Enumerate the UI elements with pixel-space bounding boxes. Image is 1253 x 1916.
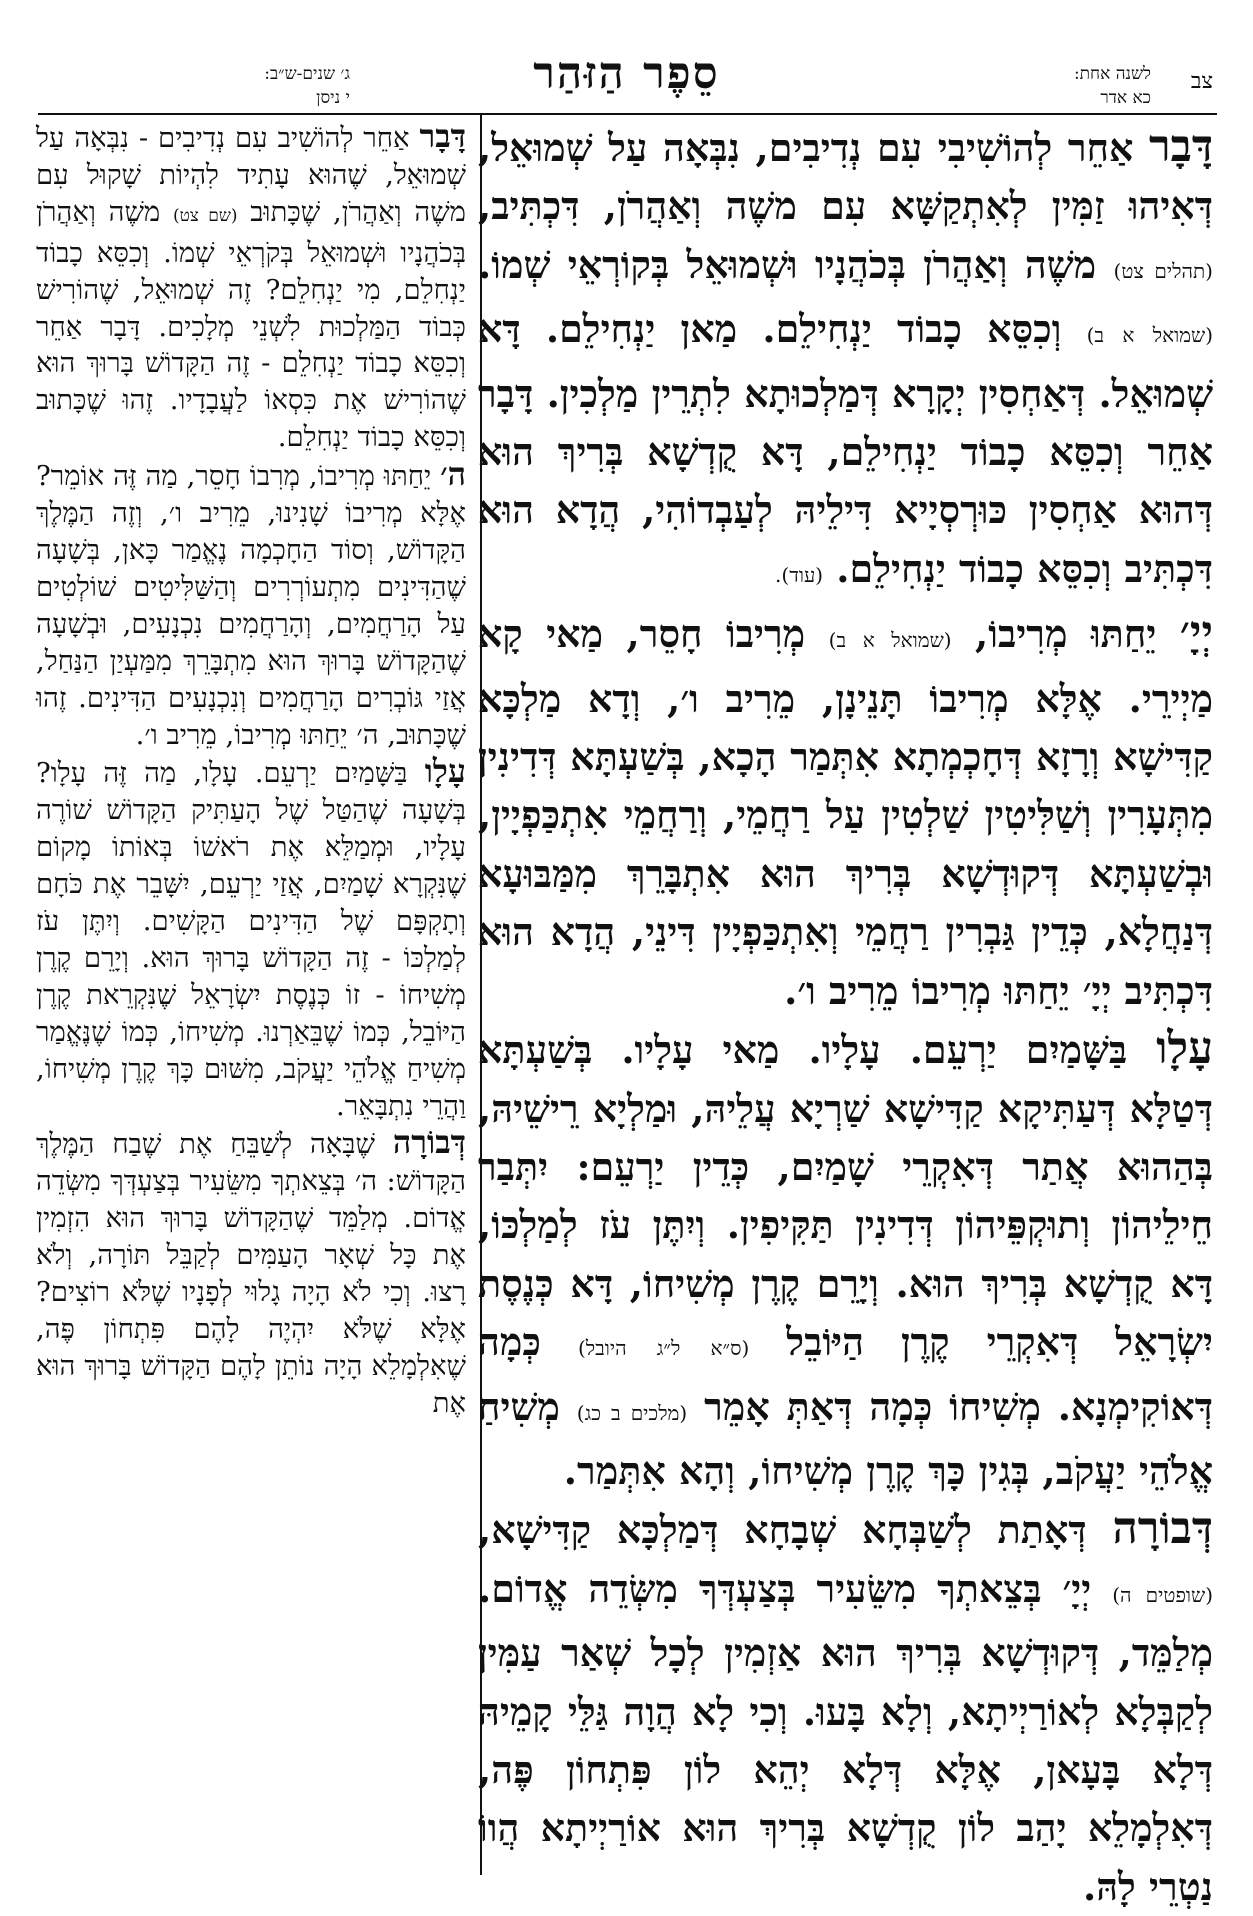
opening-word: דָּבָר — [419, 117, 466, 155]
opening-word: דְּבוֹרָה — [1112, 1503, 1213, 1555]
paragraph-text: אַחֵר לְהוֹשִׁיבִי עִם נְדִיבִים, נִבְּאָה עַל שְׁמוּאֵל, דְּאִיהוּ זַמִּין לְאִתְקַשָּׁא עִם משֶׁה וְאַהֲרֹן, דִּכְתִּיב, — [478, 125, 1213, 229]
book-title: סֵפֶר הַזּהַר — [533, 48, 720, 99]
paragraph-text: משֶׁה וְאַהֲרֹן בְּכֹהֲנָיו וּשְׁמוּאֵל בְּקוֹרְאֵי שְׁמוֹ. — [478, 241, 1114, 287]
header-left — [130, 62, 350, 110]
opening-word: דְּבוֹרָה — [392, 1123, 466, 1162]
cycle-label: ג׳ שנים-ש״ב: — [264, 64, 350, 84]
schedule-date: כא אדר — [1100, 88, 1151, 108]
side-paragraph-1 — [36, 118, 466, 456]
side-paragraph-4 — [36, 1124, 466, 1421]
schedule-label: לשנה אחת: — [1073, 64, 1151, 84]
main-paragraph-3 — [478, 1020, 1213, 1500]
opening-word: עָלָו — [1156, 1023, 1213, 1075]
paragraph-text: משֶׁה וְאַהֲרֹן בְּכֹהֲנָיו וּשְׁמוּאֵל בְּקֹרְאֵי שְׁמוֹ. וְכִסֵּא כָבוֹד יַנְחִלֵם, מִי יַנְחִלֵם? זֶה שְׁמוּאֵל, שֶׁהוֹרִישׁ כְּבוֹד הַמַּלְכוּת לִשְׁנֵי מְלָכִים. דָּבָר אַחֵר וְכִסֵּא כָבוֹד יַנְחִלֵם - זֶה הַקָּדוֹשׁ בָּרוּךְ הוּא שֶׁהוֹרִישׁ אֶת כִּסְאוֹ לַעֲבָדָיו. זֶהוּ שֶׁכָּתוּב וְכִסֵּא כָבוֹד יַנְחִלֵם. — [36, 195, 466, 454]
aramaic-column — [478, 118, 1213, 1916]
paragraph-text: יְיָ׳ בְּצֵאתְךָ מִשֵּׂעִיר בְּצַעְדְּךָ מִשְּׂדֵה אֱדוֹם. מְלַמֵּד, דְּקוּדְשָׁא בְּרִיךְ הוּא אַזְמִין לְכָל שְׁאַר עַמִּין לְקַבְּלָא לְאוֹרַיְיתָא, וְלָא בָּעוּ. וְכִי לָא הֲוָה גַּלֵּי קָמֵיהּ דְּלָא בָּעָאן, אֶלָּא דְּלָא יְהֵא לוֹן פִּתְחוֹן פֶּה, דְּאִלְמָלֵא יָהַב לוֹן קֻדְשָׁא בְּרִיךְ הוּא אוֹרַיְיתָא הֲווֹ נַטְרֵי לָהּ. — [478, 1565, 1213, 1909]
paragraph-text: בַּשָּׁמַיִם יַרְעֵם. עָלָיו. מַאי עָלָיו. בְּשַׁעְתָּא דְּטַלָּא דְּעַתִּיקָא קַדִּישָׁא שַׁרְיָא עֲלֵיהּ, וּמַלְיָא רֵישֵׁיהּ, בְּהַהוּא אֲתַר דְּאִקְרֵי שָׁמַיִם, כְּדֵין יַרְעֵם: יִתְּבַר חֵילֵיהוֹן וְתוּקְפֵּיהוֹן דְּדִינִין תַּקִּיפִין. וְיִתֶּן עֹז לְמַלְכּוֹ, דָּא קֻדְשָׁא בְּרִיךְ הוּא. וְיָרֵם קֶרֶן מְשִׁיחוֹ, דָּא כְּנֶסֶת יִשְׂרָאֵל דְּאִקְרֵי קֶרֶן הַיּוֹבֵל — [478, 1027, 1214, 1365]
cycle-date: י ניסן — [316, 88, 350, 108]
paragraph-text: כְּמָה דְּאוֹקִימְנָא. מְשִׁיחוֹ כְּמָה דְּאַתְּ אָמֵר — [478, 1319, 1213, 1429]
side-paragraph-2 — [36, 456, 466, 753]
paragraph-text: יֵחַתּוּ מְרִיבוֹ, מְרִבוֹ חָסֵר, מַה זֶּה אוֹמֵר? אֶלָּא מְרִיבוֹ שָׁנִינוּ, מֵרִיב ו׳, וְזֶה הַמֶּלֶךְ הַקָּדוֹשׁ, וְסוֹד הַחָכְמָה נֶאֱמַר כָּאן, בְּשָׁעָה שֶׁהַדִּינִים מִתְעוֹרְרִים וְהַשַּׁלִּיטִים שׁוֹלְטִים עַל הָרַחֲמִים, וְהָרַחֲמִים נִכְנָעִים, וּבְשָׁעָה שֶׁהַקָּדוֹשׁ בָּרוּךְ הוּא מִתְבָּרֵךְ מִמַּעְיַן הַנַּחַל, אֲזַי גּוֹבְרִים הָרַחֲמִים וְנִכְנָעִים הַדִּינִים. זֶהוּ שֶׁכָּתוּב, ה׳ יֵחַתּוּ מְרִיבוֹ, מֵרִיב ו׳. — [36, 460, 466, 751]
opening-word: יְיָ׳ — [1179, 607, 1214, 659]
paragraph-text: מְרִיבוֹ חָסֵר, מַאי קָא מַיְירֵי. אֶלָּא מְרִיבוֹ תָּנֵינָן, מֵרִיב ו׳, וְדָא מַלְכָּא קַדִּישָׁא וְרָזָא דְּחָכְמְתָא אִתְּמַר הָכָא, בְּשַׁעְתָּא דְּדִינִין מִתְּעָרִין וְשַׁלִּיטִין שַׁלְטִין עַל רַחֲמֵי, וְרַחֲמֵי אִתְכַּפְיָין, וּבְשַׁעְתָּא דְּקוּדְשָׁא בְּרִיךְ הוּא אִתְבָּרֵךְ מִמַּבּוּעָא דְּנַחֲלָא, כְּדֵין גַּבְרִין רַחֲמֵי וְאִתְכַּפְיָין דִּינֵי, הֲדָא הוּא דִּכְתִּיב יְיָ׳ יֵחַתּוּ מְרִיבוֹ מֵרִיב ו׳. — [478, 611, 1213, 1013]
verse-reference: (שם צט) — [173, 205, 238, 226]
paragraph-text: מְשִׁיחַ אֱלֹהֵי יַעֲקֹב, בְּגִין כָּךְ קֶרֶן מְשִׁיחוֹ, וְהָא אִתְּמַר. — [478, 1383, 1213, 1493]
opening-word: דָּבָר — [1149, 121, 1213, 172]
header-rule — [38, 113, 1217, 115]
verse-reference: (שופטים ה) — [1112, 1582, 1214, 1607]
paragraph-text: שֶׁבָּאָה לְשַׁבֵּחַ אֶת שֶׁבַח הַמֶּלֶךְ הַקָּדוֹשׁ: ה׳ בְּצֵאתְךָ מִשֵּׂעִיר בְּצַעְדְּךָ מִשְּׂדֵה אֱדוֹם. מְלַמֵּד שֶׁהַקָּדוֹשׁ בָּרוּךְ הוּא הִזְמִין אֶת כָּל שְׁאָר הָעַמִּים לְקַבֵּל תּוֹרָה, וְלֹא רָצוּ. וְכִי לֹא הָיָה גָלוּי לְפָנָיו שֶׁלֹּא רוֹצִים? אֶלָּא שֶׁלֹּא יִהְיֶה לָהֶם פִּתְחוֹן פֶּה, שֶׁאִלְמָלֵא הָיָה נוֹתֵן לָהֶם הַקָּדוֹשׁ בָּרוּךְ הוּא אֶת — [36, 1128, 466, 1419]
paragraph-text: יֵחַתּוּ מְרִיבוֹ, — [951, 611, 1180, 657]
page-number: צב — [1190, 69, 1213, 94]
main-paragraph-2 — [478, 604, 1213, 1020]
paragraph-text: בַּשָּׁמַיִם יַרְעֵם. עָלָו, מַה זֶּה עָלָו? בְּשָׁעָה שֶׁהַטַּל שֶׁל הָעַתִּיק הַקָּדוֹשׁ שׁוֹרֶה עָלָיו, וּמְמַלֵּא אֶת רֹאשׁוֹ בְּאוֹתוֹ מָקוֹם שֶׁנִּקְרָא שָׁמַיִם, אֲזַי יַרְעֵם, יִשָּׁבֵר אֶת כֹּחָם וְתָקְפָּם שֶׁל הַדִּינִים הַקָּשִׁים. וְיִתֶּן עֹז לְמַלְכּוֹ - זֶה הַקָּדוֹשׁ בָּרוּךְ הוּא. וְיָרֵם קֶרֶן מְשִׁיחוֹ - זוֹ כְּנֶסֶת יִשְׂרָאֵל שֶׁנִּקְרֵאת קֶרֶן הַיּוֹבֵל, כְּמוֹ שֶׁבֵּאַרְנוּ. מְשִׁיחוֹ, כְּמוֹ שֶׁנֶּאֱמַר מְשִׁיחַ אֱלֹהֵי יַעֲקֹב, מִשּׁוּם כָּךְ קֶרֶן מְשִׁיחוֹ, וַהֲרֵי נִתְבָּאֵר. — [36, 757, 466, 1122]
hebrew-translation-column — [36, 118, 466, 1422]
paragraph-text: וְכִסֵּא כָבוֹד יַנְחִילֵם. מַאן יַנְחִילֵם. דָּא שְׁמוּאֵל. דְּאַחְסִין יְקָרָא דְּמַלְכוּתָא לִתְרֵין מַלְכִין. דָּבָר אַחֵר וְכִסֵּא כָבוֹד יַנְחִילֵם, דָּא קֻדְשָׁא בְּרִיךְ הוּא דְּהוּא אַחְסִין כּוּרְסְיָיא דִּילֵיהּ לְעַבְדוֹהִי, הֲדָא הוּא דִּכְתִּיב וְכִסֵּא כָבוֹד יַנְחִילֵם. — [478, 306, 1213, 591]
main-paragraph-4 — [478, 1500, 1213, 1916]
verse-reference: (מלכים ב כג) — [576, 1400, 688, 1425]
paragraph-text: דְּאָתַת לְשַׁבְּחָא שְׁבָחָא דְּמַלְכָּא קַדִּישָׁא, — [478, 1507, 1113, 1553]
verse-reference: (שמואל א ב) — [828, 628, 952, 653]
opening-word: עָלָו — [424, 752, 466, 791]
verse-reference: (עוד). — [775, 562, 824, 587]
verse-reference: (ס״א ל״ג היובל) — [577, 1336, 750, 1361]
verse-reference: (שמואל א ב) — [1086, 323, 1214, 348]
side-paragraph-3 — [36, 753, 466, 1124]
verse-reference: (תהלים צט) — [1113, 258, 1213, 283]
main-paragraph-1 — [478, 118, 1213, 604]
paragraph-text: אַחֵר לְהוֹשִׁיב עִם נְדִיבִים - נִבְּאָה עַל שְׁמוּאֵל, שֶׁהוּא עָתִיד לִהְיוֹת שָׁקוּל עִם משֶׁה וְאַהֲרֹן, שֶׁכָּתוּב — [36, 122, 466, 228]
opening-word: ה׳ — [440, 455, 466, 494]
